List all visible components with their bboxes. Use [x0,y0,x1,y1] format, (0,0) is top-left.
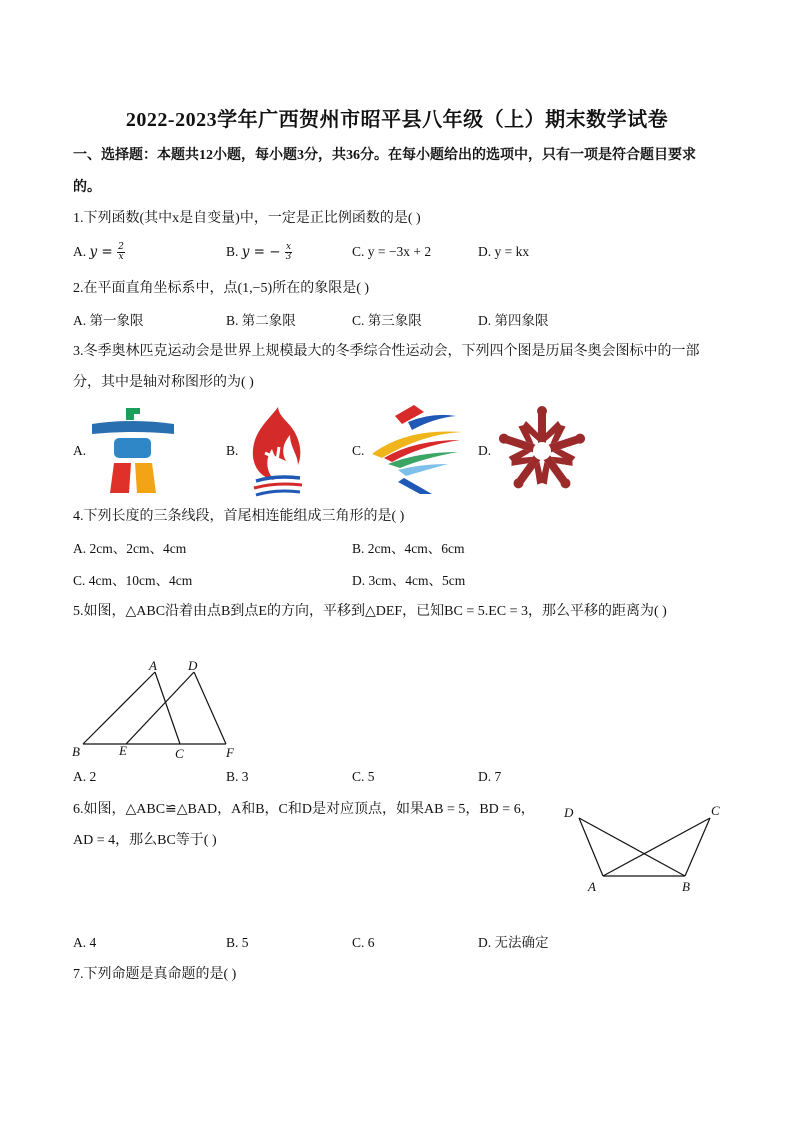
q1-b-numerator: x [285,242,292,253]
beijing-winter-emblem-icon [370,402,466,496]
q3-option-b-label: B. [226,443,239,458]
torino-flame-emblem-icon [246,405,306,497]
q5-stem: 5.如图，△ABC沿着由点B到点E的方向，平移到△DEF，已知BC = 5.EC = 3，那么平移的距离为( ) [73,604,667,619]
q1-a-fraction [117,243,125,262]
q1-b-label: B. [226,244,239,259]
q2-option-d: D. 第四象限 [478,313,549,328]
q3-stem-line2: 分，其中是轴对称图形的为( ) [73,375,254,390]
label-c: C [711,803,720,818]
q1-b-fraction [285,243,292,262]
q3-stem-line1: 3.冬季奥林匹克运动会是世界上规模最大的冬季综合性运动会，下列四个图是历届冬奥会图标中的一部 [73,344,700,359]
q5-translation-figure [66,656,246,766]
label-a: A [149,658,157,673]
segment-ba [83,672,155,744]
q6-option-b: B. 5 [226,935,249,950]
segment-ed [126,672,194,744]
q1-b-lhs: y = − [241,244,281,260]
q1-a-numerator: 2 [118,242,124,253]
label-a: A [588,879,596,894]
q5-option-d: D. 7 [478,769,502,784]
q1-b-denominator: 3 [285,252,292,263]
q3-option-a-label: A. [73,443,87,458]
section-heading-line2: 的。 [73,180,101,195]
q3-option-d-label: D. [478,443,492,458]
q2-option-b: B. 第二象限 [226,313,296,328]
q7-stem: 7.下列命题是真命题的是( ) [73,967,237,982]
segment-da [579,818,603,876]
q4-option-d: D. 3cm、4cm、5cm [352,573,466,588]
q1-a-lhs: y = [89,244,113,260]
label-d: D [188,658,198,673]
segment-df [194,672,226,744]
q4-option-b: B. 2cm、4cm、6cm [352,541,465,556]
q5-option-a: A. 2 [73,769,97,784]
exam-title: 2022-2023学年广西贺州市昭平县八年级（上）期末数学试卷 [125,109,669,131]
q1-a-label: A. [73,244,87,259]
q1-option-d: D. y = kx [478,244,530,259]
q2-option-a: A. 第一象限 [73,313,144,328]
q6-option-d: D. 无法确定 [478,935,549,950]
sapporo-snowflake-emblem-icon [498,405,586,493]
q1-option-a [73,243,126,262]
q4-stem: 4.下列长度的三条线段，首尾相连能组成三角形的是( ) [73,509,405,524]
segment-ac [155,672,180,744]
q1-stem: 1.下列函数(其中x是自变量)中，一定是正比例函数的是( ) [73,211,421,226]
q5-option-c: C. 5 [352,769,375,784]
label-d: D [564,805,574,820]
q5-option-b: B. 3 [226,769,249,784]
q6-stem-line1: 6.如图，△ABC≌△BAD，A和B，C和D是对应顶点，如果AB = 5，BD = 6， [73,802,535,817]
segment-ac [603,818,710,876]
q6-option-c: C. 6 [352,935,375,950]
q1-option-c: C. y = −3x + 2 [352,244,432,259]
q1-option-b [226,243,293,262]
segment-bc [685,818,710,876]
label-e: E [119,743,127,758]
q6-option-a: A. 4 [73,935,97,950]
q3-option-c-label: C. [352,443,365,458]
label-f: F [226,745,234,760]
q4-option-a: A. 2cm、2cm、4cm [73,541,187,556]
q2-stem: 2.在平面直角坐标系中，点(1,−5)所在的象限是( ) [73,281,370,296]
segment-db [579,818,685,876]
q2-option-c: C. 第三象限 [352,313,422,328]
vancouver-inukshuk-emblem-icon [88,405,178,495]
q1-a-denominator: x [118,252,124,263]
label-b: B [682,879,690,894]
q6-stem-line2: AD = 4，那么BC等于( ) [73,833,217,848]
label-b: B [72,744,80,759]
section-heading-line1: 一、选择题：本题共12小题，每小题3分，共36分。在每小题给出的选项中，只有一项是符合题目要求 [73,148,696,163]
label-c: C [175,746,184,761]
q4-option-c: C. 4cm、10cm、4cm [73,573,193,588]
q6-congruent-triangles-figure [558,798,730,898]
